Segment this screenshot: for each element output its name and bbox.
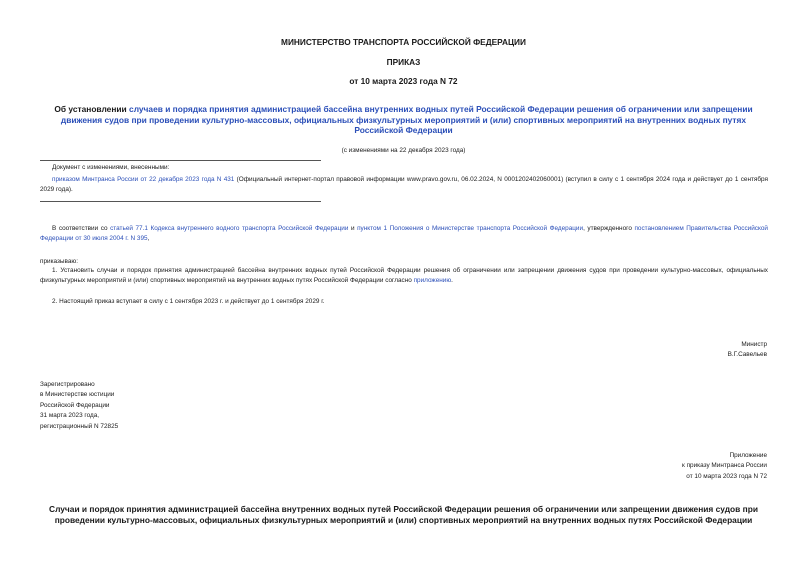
appendix-link[interactable]: приложению (413, 277, 452, 285)
appendix-label (517, 451, 767, 482)
appendix-line: Приложение (729, 452, 767, 459)
item-1-end: . (451, 277, 453, 285)
item-1 (40, 266, 768, 287)
amendment-order-link[interactable]: приказом Минтранса России от 22 декабря 2023 года N 431 (52, 176, 235, 183)
amendments-rest: (Официальный интернет-портал правовой информации www.pravo.gov.ru, 06.02.2024, N 0001202402060001) (вступил в силу с 1 сентября 2024 года и действует до 1 сентября 2029 года). (40, 176, 768, 194)
preamble-text-3: , утвержденного (583, 225, 635, 232)
changes-note: (с изменениями на 22 декабря 2023 года) (341, 147, 466, 154)
preamble (40, 224, 768, 245)
amendments-intro: Документ с изменениями, внесенными: (52, 164, 170, 171)
preamble-text-2: и (348, 225, 358, 232)
signature-name: В.Г.Савельев (727, 351, 767, 358)
doc-date-number: от 10 марта 2023 года N 72 (349, 76, 458, 86)
item-1-text: 1. Установить случаи и порядок принятия администрацией бассейна внутренних водных путей Российской Федерации решения об ограничении или запрещении движения судов при проведении культурно-массовых, официальных физкультурных мероприятий и (или) спортивных мероприятий на внутренних водных путях Российской Федерации согласно (40, 267, 768, 285)
registration-line: в Министерстве юстиции (40, 391, 115, 399)
appendix-line: к приказу Минтранса России (682, 462, 767, 470)
code-article-link[interactable]: статьей 77.1 Кодекса внутреннего водного транспорта Российской Федерации (110, 225, 349, 232)
registration-line: Зарегистрировано (40, 381, 95, 388)
regulation-link[interactable]: пунктом 1 Положения о Министерстве транспорта Российской Федерации (357, 225, 584, 232)
appendix-line: от 10 марта 2023 года N 72 (686, 472, 767, 480)
signature-position: Министр (741, 341, 767, 348)
doc-type-heading: ПРИКАЗ (386, 57, 421, 67)
title-prefix: Об установлении (54, 104, 130, 114)
registration-line: Российской Федерации (40, 401, 110, 409)
title-link[interactable]: случаев и порядка принятия администрацией бассейна внутренних водных путей Российской Федерации решения об ограничении или запрещении движения судов при проведении культурно-массовых, официальных физкультурных мероприятий и (или) спортивных мероприятий на внутренних водных путях Российской Федерации (60, 104, 753, 136)
appendix-title: Случаи и порядок принятия администрацией бассейна внутренних водных путей Российской Федерации решения об ограничении или запрещении движения судов при проведении культурно-массовых, официальных физкультурных мероприятий и (или) спортивных мероприятий на внутренних водных путях Российской Федерации (49, 504, 758, 525)
document-title (40, 104, 767, 136)
preamble-text-4: , (147, 235, 150, 243)
ministry-heading: МИНИСТЕРСТВО ТРАНСПОРТА РОССИЙСКОЙ ФЕДЕРАЦИИ (281, 37, 526, 47)
registration-line: регистрационный N 72825 (40, 422, 119, 430)
order-word: приказываю: (40, 258, 78, 265)
amendments-text (40, 175, 768, 196)
government-decree-link[interactable]: постановлением Правительства Российской Федерации от 30 июля 2004 г. N 395 (40, 225, 768, 243)
registration-block (40, 380, 290, 432)
item-2: 2. Настоящий приказ вступает в силу с 1 сентября 2023 г. и действует до 1 сентября 2029 г. (52, 298, 325, 305)
divider-bottom (40, 201, 321, 202)
divider-top (40, 160, 321, 161)
registration-line: 31 марта 2023 года, (40, 412, 100, 420)
preamble-text-1: В соответствии со (52, 225, 111, 232)
